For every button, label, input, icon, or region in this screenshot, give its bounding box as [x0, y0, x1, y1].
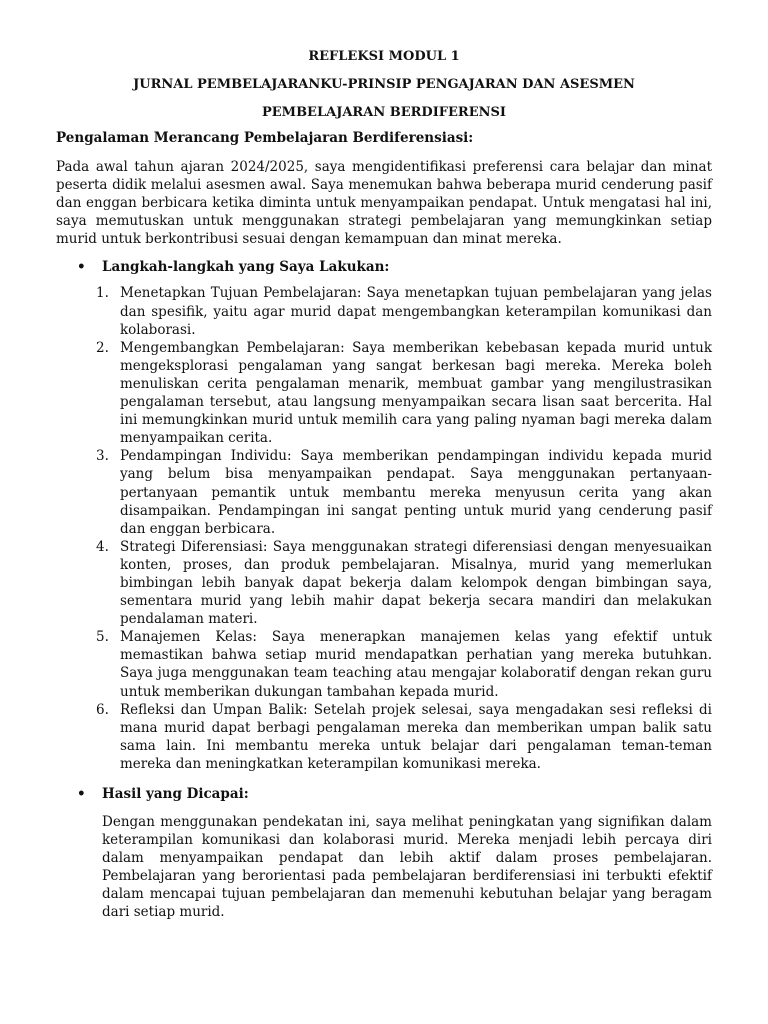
- list-item-number: 5.: [96, 629, 109, 646]
- list-item-text: Mengembangkan Pembelajaran: Saya memberikan kebebasan kepada murid untuk mengeksplorasi pengalaman yang sangat berkesan bagi mereka. Mereka boleh menuliskan cerita pengalaman menarik, membuat gambar yang mengilustrasikan pengalaman tersebut, atau langsung menyampaikan secara lisan saat bercerita. Hal ini memungkinkan murid untuk memilih cara yang paling nyaman bagi mereka dalam menyampaikan cerita.: [120, 339, 712, 447]
- title-line-3: PEMBELAJARAN BERDIFERENSI: [262, 105, 506, 120]
- list-item-text: Manajemen Kelas: Saya menerapkan manajemen kelas yang efektif untuk memastikan bahwa setiap murid mendapatkan perhatian yang mereka butuhkan. Saya juga menggunakan team teaching atau mengajar kolaboratif dengan rekan guru untuk memberikan dukungan tambahan kepada murid.: [120, 629, 712, 700]
- steps-heading-label: Langkah-langkah yang Saya Lakukan:: [102, 259, 390, 276]
- list-item: [56, 284, 712, 338]
- list-item-number: 2.: [96, 339, 109, 356]
- bullet-icon: •: [77, 786, 86, 802]
- list-item: [56, 447, 712, 537]
- steps-list: [56, 284, 712, 773]
- list-item-text: Refleksi dan Umpan Balik: Setelah projek selesai, saya mengadakan sesi refleksi di mana murid dapat berbagi pengalaman mereka dan memberikan umpan balik satu sama lain. Ini membantu mereka untuk belajar dari pengalaman teman-teman mereka dan meningkatkan keterampilan komunikasi mereka.: [120, 701, 712, 772]
- title-line-2: JURNAL PEMBELAJARANKU-PRINSIP PENGAJARAN DAN ASESMEN: [133, 77, 635, 92]
- list-item: [56, 339, 712, 448]
- title-line-1: REFLEKSI MODUL 1: [308, 49, 460, 64]
- section-heading: Pengalaman Merancang Pembelajaran Berdiferensiasi:: [56, 130, 474, 146]
- list-item: [56, 628, 712, 700]
- steps-heading: [56, 258, 712, 276]
- bullet-icon: •: [77, 259, 86, 276]
- results-paragraph: Dengan menggunakan pendekatan ini, saya melihat peningkatan yang signifikan dalam keterampilan komunikasi dan kolaborasi murid. Mereka menjadi lebih percaya diri dalam menyampaikan pendapat dan lebih aktif dalam proses pembelajaran. Pembelajaran yang berorientasi pada pembelajaran berdiferensiasi ini terbukti efektif dalam mencapai tujuan pembelajaran dan memenuhi kebutuhan belajar yang beragam dari setiap murid.: [102, 814, 712, 921]
- intro-paragraph: Pada awal tahun ajaran 2024/2025, saya mengidentifikasi preferensi cara belajar dan minat peserta didik melalui asesmen awal. Saya menemukan bahwa beberapa murid cenderung pasif dan enggan berbicara ketika diminta untuk menyampaikan pendapat. Untuk mengatasi hal ini, saya memutuskan untuk menggunakan strategi pembelajaran yang memungkinkan setiap murid untuk berkontribusi sesuai dengan kemampuan dan minat mereka.: [56, 159, 712, 248]
- list-item-text: Strategi Diferensiasi: Saya menggunakan strategi diferensiasi dengan menyesuaikan konten, proses, dan produk pembelajaran. Misalnya, murid yang memerlukan bimbingan lebih banyak dapat bekerja dalam kelompok dengan bimbingan saya, sementara murid yang lebih mahir dapat bekerja secara mandiri dan melakukan pendalaman materi.: [120, 538, 712, 628]
- list-item: [56, 538, 712, 628]
- results-heading: [56, 785, 712, 803]
- list-item-number: 3.: [96, 448, 109, 465]
- list-item-number: 1.: [96, 285, 109, 302]
- list-item-text: Pendampingan Individu: Saya memberikan pendampingan individu kepada murid yang belum bisa menyampaikan pendapat. Saya menggunakan pertanyaan-pertanyaan pemantik untuk membantu mereka menyusun cerita yang akan disampaikan. Pendampingan ini sangat penting untuk murid yang cenderung pasif dan enggan berbicara.: [120, 448, 712, 537]
- list-item-number: 4.: [96, 538, 109, 555]
- results-heading-label: Hasil yang Dicapai:: [102, 786, 249, 802]
- list-item-text: Menetapkan Tujuan Pembelajaran: Saya menetapkan tujuan pembelajaran yang jelas dan spesifik, yaitu agar murid dapat mengembangkan keterampilan komunikasi dan kolaborasi.: [120, 285, 712, 338]
- list-item-number: 6.: [96, 701, 109, 718]
- list-item: [56, 701, 712, 773]
